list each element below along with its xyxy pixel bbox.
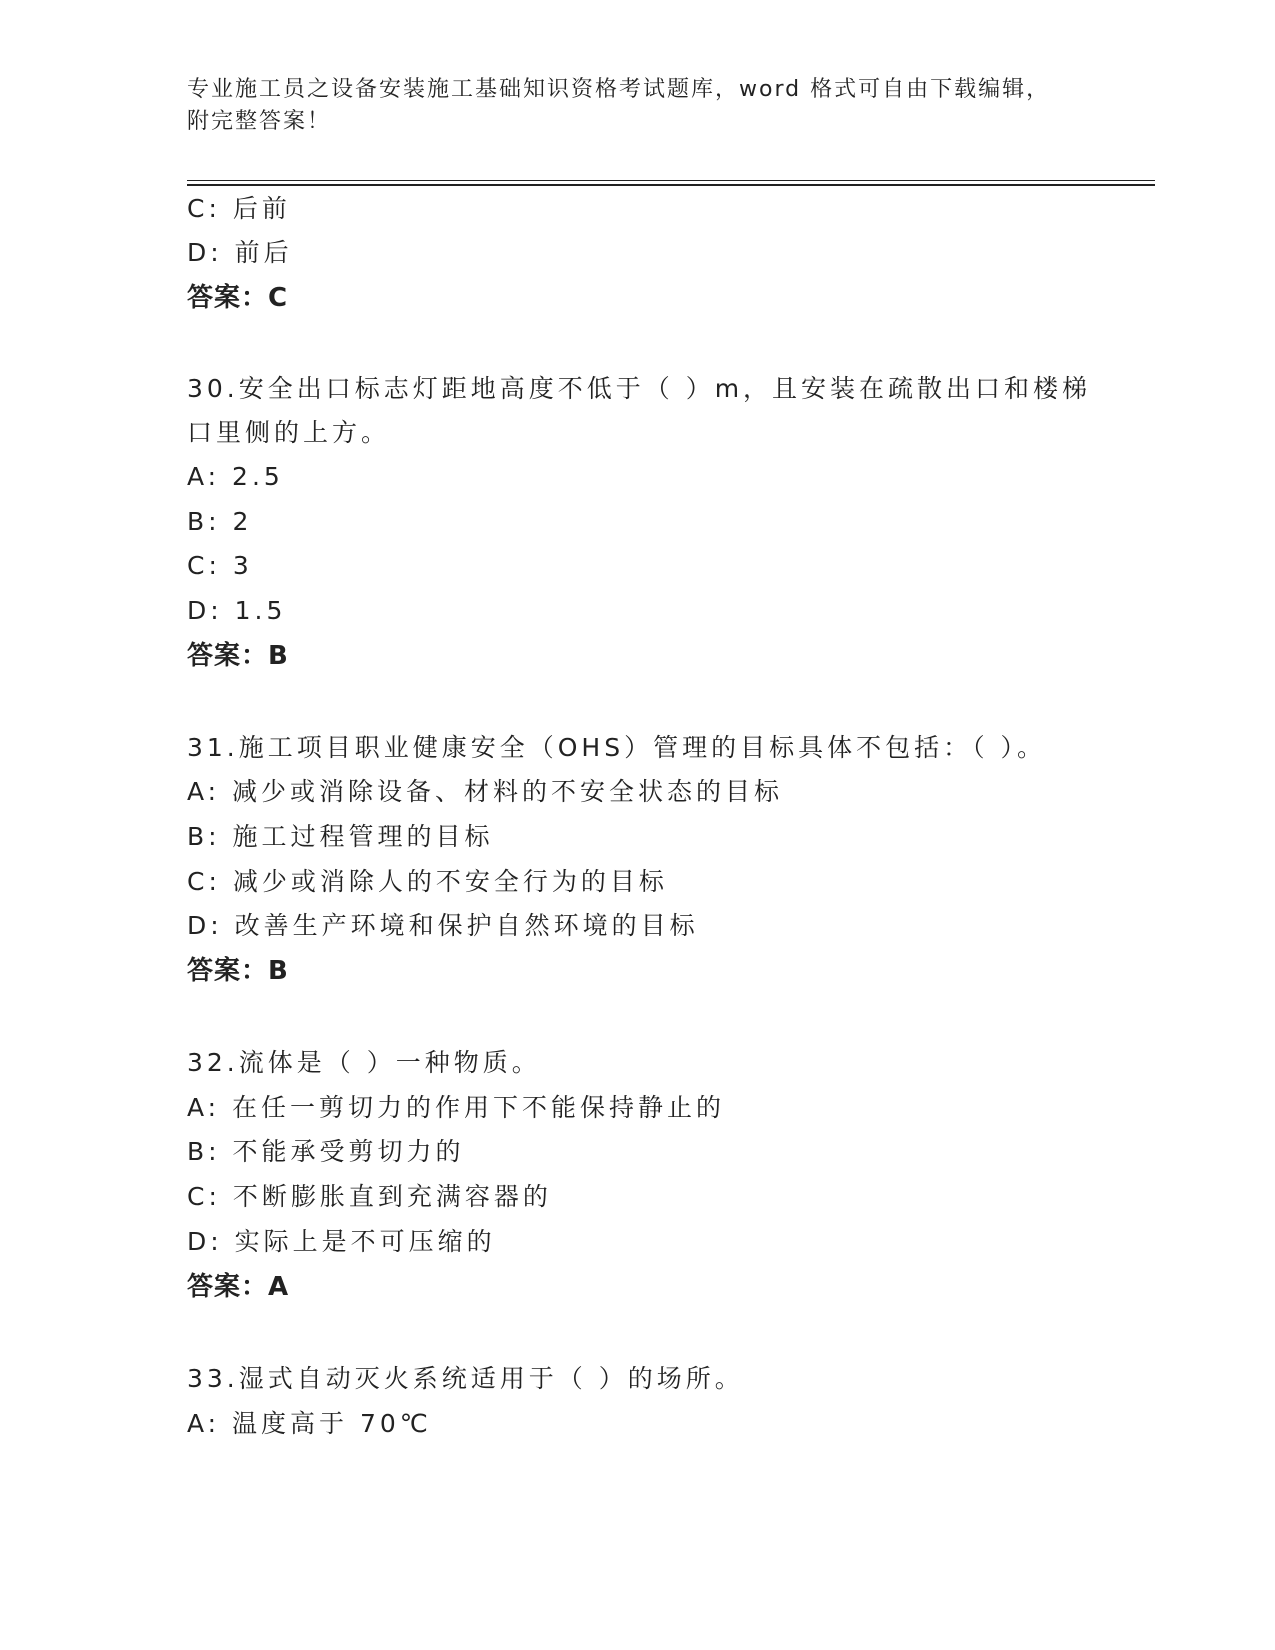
q30-option-b: B: 2 <box>187 507 253 536</box>
header-divider-bottom <box>187 184 1155 186</box>
q31-answer: 答案：B <box>187 956 289 986</box>
header-divider-top <box>187 180 1155 181</box>
header-line-1: 专业施工员之设备安装施工基础知识资格考试题库，word 格式可自由下载编辑， <box>187 77 1051 102</box>
q32-option-a: A: 在任一剪切力的作用下不能保持静止的 <box>187 1093 726 1122</box>
q30-answer: 答案：B <box>187 641 289 671</box>
q33-option-a: A: 温度高于 70℃ <box>187 1409 432 1438</box>
q30-option-d: D: 1.5 <box>187 596 287 625</box>
q30-stem-line-1: 30.安全出口标志灯距地高度不低于（ ）m，且安装在疏散出口和楼梯 <box>187 374 1092 403</box>
q31-option-a: A: 减少或消除设备、材料的不安全状态的目标 <box>187 777 784 806</box>
q33-stem: 33.湿式自动灭火系统适用于（ ）的场所。 <box>187 1364 744 1393</box>
header-line-2: 附完整答案！ <box>187 109 332 134</box>
q29-answer: 答案：C <box>187 283 289 313</box>
q31-option-b: B: 施工过程管理的目标 <box>187 822 494 851</box>
q29-option-c: C: 后前 <box>187 194 291 223</box>
q29-option-d: D: 前后 <box>187 238 293 267</box>
q32-answer: 答案：A <box>187 1272 290 1302</box>
q30-option-c: C: 3 <box>187 551 253 580</box>
document-header <box>187 74 1087 138</box>
q32-option-d: D: 实际上是不可压缩的 <box>187 1227 496 1256</box>
q30-stem-line-2: 口里侧的上方。 <box>187 418 391 447</box>
q31-stem: 31.施工项目职业健康安全（OHS）管理的目标具体不包括：（ ）。 <box>187 733 1047 762</box>
q32-option-b: B: 不能承受剪切力的 <box>187 1137 465 1166</box>
q30-option-a: A: 2.5 <box>187 462 284 491</box>
q32-option-c: C: 不断膨胀直到充满容器的 <box>187 1182 552 1211</box>
q31-option-c: C: 减少或消除人的不安全行为的目标 <box>187 867 668 896</box>
q31-option-d: D: 改善生产环境和保护自然环境的目标 <box>187 911 699 940</box>
q32-stem: 32.流体是（ ）一种物质。 <box>187 1048 541 1077</box>
